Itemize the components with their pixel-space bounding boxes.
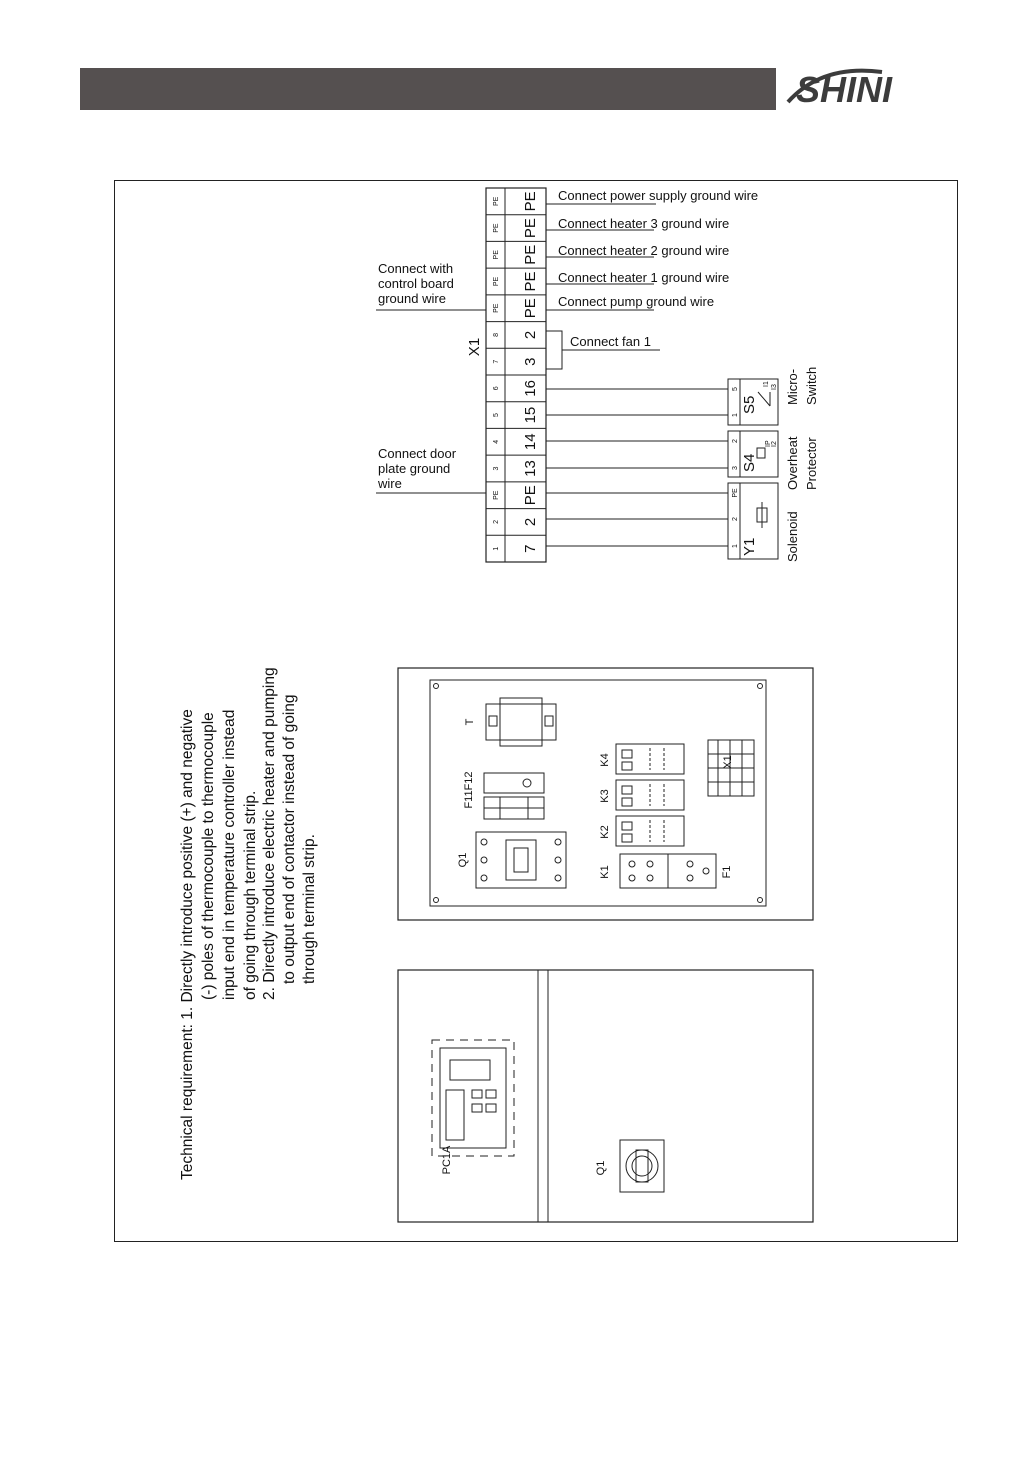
note-door-plate-3: wire <box>378 476 402 491</box>
contactor-k2 <box>599 816 684 846</box>
terminal-small-label: 5 <box>493 413 500 418</box>
terminal-number: PE <box>521 271 539 292</box>
label-q1-door: Q1 <box>595 1160 607 1176</box>
caption-solenoid: Solenoid <box>785 511 800 562</box>
caption-protector: Protector <box>804 437 819 490</box>
device-y1 <box>728 483 778 559</box>
mounting-panel <box>398 668 813 920</box>
fan-bracket <box>546 331 660 369</box>
req-line-1: Technical requirement: 1. Directly introduce positive (+) and negative <box>179 709 196 1180</box>
caption-switch: Switch <box>804 366 819 405</box>
terminal-small-label: 1 <box>493 546 500 551</box>
terminal-small-label: PE <box>493 490 500 500</box>
terminal-number: 3 <box>521 357 539 366</box>
terminal-number: 7 <box>521 544 539 553</box>
terminal-small-label: 8 <box>493 332 500 337</box>
terminal-number: 13 <box>521 460 539 477</box>
s4-pin-2: 2 <box>732 439 739 443</box>
door-panel <box>398 970 813 1222</box>
terminal-small-label: PE <box>493 250 500 260</box>
label-pc1a: PC1A <box>441 1145 453 1175</box>
contactor-k1-overload-f1 <box>599 854 733 888</box>
terminal-small-label: 3 <box>493 466 500 471</box>
req-line-2: (-) poles of thermocouple to thermocouple <box>200 712 217 1000</box>
y1-pin-pe: PE <box>732 488 739 498</box>
technical-requirement <box>179 667 318 1180</box>
terminal-small-label: 6 <box>493 386 500 391</box>
panel-terminal-x1 <box>708 740 754 796</box>
rotary-switch-q1 <box>595 1140 664 1192</box>
device-s5 <box>728 379 778 425</box>
contactor-k3 <box>599 780 684 810</box>
terminal-number: 2 <box>521 330 539 340</box>
req-line-3: input end in temperature controller instead <box>221 709 238 1000</box>
terminal-small-label: 2 <box>493 519 500 524</box>
terminal-small-label: PE <box>493 303 500 313</box>
fuses-f11-f12 <box>463 771 544 819</box>
y1-tag: Y1 <box>741 537 758 556</box>
terminal-strip-label: X1 <box>466 337 483 357</box>
label-f1: F1 <box>721 865 733 879</box>
req-line-7: through terminal strip. <box>301 834 318 984</box>
terminal-strip <box>466 188 546 562</box>
s4-ip: IP <box>765 440 772 447</box>
breaker-q1 <box>457 832 566 888</box>
note-power-supply: Connect power supply ground wire <box>558 188 759 203</box>
terminal-small-label: PE <box>493 223 500 233</box>
req-line-5: 2. Directly introduce electric heater and pumping <box>261 667 278 1000</box>
terminal-small-label: 4 <box>493 439 500 444</box>
device-s4 <box>728 431 778 477</box>
label-k4: K4 <box>599 753 611 767</box>
label-x1-panel: X1 <box>722 755 734 769</box>
note-heater-2: Connect heater 2 ground wire <box>558 243 730 258</box>
note-control-board-1: Connect with <box>378 261 454 276</box>
transformer-t <box>464 698 556 746</box>
label-q1-panel: Q1 <box>457 852 469 868</box>
y1-pin-1: 1 <box>732 544 739 548</box>
terminal-number: 14 <box>521 433 539 451</box>
s5-i1: I1 <box>763 381 770 387</box>
s4-pin-3: 3 <box>732 466 739 470</box>
note-door-plate-1: Connect door <box>378 446 457 461</box>
terminal-number: PE <box>521 298 539 319</box>
caption-micro: Micro- <box>785 368 800 405</box>
label-k3: K3 <box>599 789 611 803</box>
contactor-k4 <box>599 744 684 774</box>
terminal-small-label: PE <box>493 196 500 207</box>
terminal-number: PE <box>521 485 539 506</box>
left-notes <box>376 261 486 493</box>
note-fan: Connect fan 1 <box>570 334 651 349</box>
terminal-small-label: 7 <box>493 359 500 364</box>
ground-notes <box>546 188 758 310</box>
label-f11f12: F11F12 <box>463 771 475 809</box>
note-control-board-2: control board <box>378 276 454 291</box>
req-line-4: of going through terminal strip. <box>242 790 259 1000</box>
brand-logo-text: SHINI <box>796 69 893 110</box>
s5-tag: S5 <box>741 395 758 414</box>
note-pump: Connect pump ground wire <box>558 294 715 309</box>
s4-i2: I2 <box>771 441 778 447</box>
terminal-number: PE <box>521 191 539 212</box>
label-t: T <box>464 718 476 726</box>
terminal-number: PE <box>521 244 539 265</box>
s4-tag: S4 <box>741 453 758 472</box>
label-k2: K2 <box>599 825 611 839</box>
note-control-board-3: ground wire <box>378 291 446 306</box>
y1-pin-2: 2 <box>732 517 739 521</box>
terminal-number: 15 <box>521 406 539 424</box>
note-door-plate-2: plate ground <box>378 461 451 476</box>
s5-pin-5: 5 <box>732 387 739 391</box>
device-captions <box>785 367 819 562</box>
caption-overheat: Overheat <box>785 436 800 490</box>
controller-pc1a <box>432 1040 514 1174</box>
s5-pin-1: 1 <box>732 413 739 417</box>
label-k1: K1 <box>599 865 611 879</box>
terminal-number: 2 <box>521 517 539 527</box>
terminal-number: 16 <box>521 380 539 397</box>
device-wires <box>546 389 728 546</box>
terminal-small-label: PE <box>493 276 500 287</box>
terminal-number: PE <box>521 218 539 239</box>
note-heater-1: Connect heater 1 ground wire <box>558 270 730 285</box>
req-line-6: to output end of contactor instead of going <box>281 694 298 984</box>
s5-i3: I3 <box>771 384 778 390</box>
note-heater-3: Connect heater 3 ground wire <box>558 216 730 231</box>
